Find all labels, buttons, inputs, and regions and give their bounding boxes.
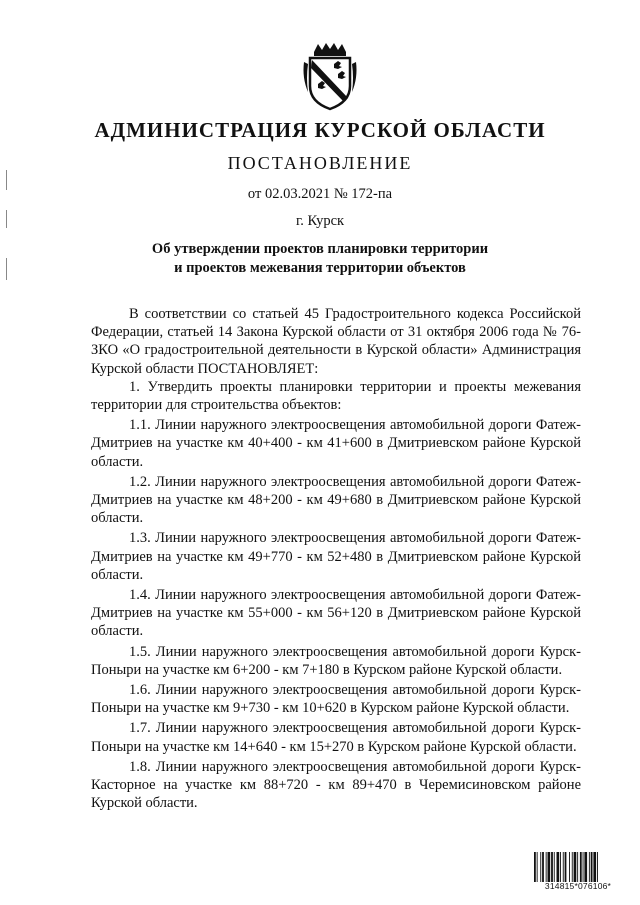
list-item: 1.8. Линии наружного электроосвещения автомобильной дороги Курск-Касторное на участке км 88+720 - км 89+470 в Черемисиновском районе Курской области. <box>91 758 581 812</box>
document-subject <box>0 240 640 278</box>
document-body <box>91 305 581 812</box>
list-item: 1.5. Линии наружного электроосвещения автомобильной дороги Курск-Поныри на участке км 6+200 - км 7+180 в Курском районе Курской области. <box>91 643 581 678</box>
barcode-bar <box>563 852 564 882</box>
barcode-number: 314815*076106* <box>544 881 612 891</box>
barcode-bar <box>534 852 536 882</box>
barcode-bar <box>542 852 544 882</box>
coat-of-arms-icon <box>300 42 360 112</box>
list-item: 1.3. Линии наружного электроосвещения автомобильной дороги Фатеж-Дмитриев на участке км 49+770 - км 52+480 в Дмитриевском районе Курской области. <box>91 530 581 583</box>
point-1: 1. Утвердить проекты планировки территории и проекты межевания территории для строительства объектов: <box>91 378 581 414</box>
list-item: 1.4. Линии наружного электроосвещения автомобильной дороги Фатеж-Дмитриев на участке км 55+000 - км 56+120 в Дмитриевском районе Курской области. <box>91 587 581 640</box>
barcode-bar <box>584 852 587 882</box>
barcode-bar <box>540 852 541 882</box>
barcode-bar <box>574 852 577 882</box>
barcode <box>533 852 623 892</box>
date-number: от 02.03.2021 № 172-па <box>247 186 393 202</box>
list-item: 1.2. Линии наружного электроосвещения автомобильной дороги Фатеж-Дмитриев на участке км 48+200 - км 49+680 в Дмитриевском районе Курской области. <box>91 473 581 527</box>
barcode-bar <box>554 852 555 882</box>
barcode-bar <box>577 852 578 882</box>
barcode-bar <box>580 852 582 882</box>
barcode-bar <box>537 852 538 882</box>
intro-paragraph: В соответствии со статьей 45 Градостроительного кодекса Российской Федерации, статьей 14 Закона Курской области от 31 октября 2006 года № 76-ЗКО «О градостроительной деятельности в Курской области» Администрация Курской области ПОСТАНОВЛЯЕТ: <box>91 306 581 377</box>
organization-title: АДМИНИСТРАЦИЯ КУРСКОЙ ОБЛАСТИ <box>94 118 546 142</box>
list-item: 1.7. Линии наружного электроосвещения автомобильной дороги Курск-Поныри на участке км 14+640 - км 15+270 в Курском районе Курской области. <box>91 720 581 755</box>
subject-line-1: Об утверждении проектов планировки территории <box>151 241 489 257</box>
document-type: ПОСТАНОВЛЕНИЕ <box>227 153 413 173</box>
barcode-bar <box>548 852 551 882</box>
subject-line-2: и проектов межевания территории объектов <box>174 260 466 276</box>
list-item: 1.6. Линии наружного электроосвещения автомобильной дороги Курск-Поныри на участке км 9+730 - км 10+620 в Курском районе Курской области. <box>91 682 581 717</box>
barcode-bar <box>591 852 593 882</box>
barcode-bar <box>597 852 598 882</box>
barcode-bar <box>557 852 560 882</box>
barcode-bar <box>572 852 573 882</box>
barcode-bar <box>551 852 553 882</box>
barcode-bar <box>560 852 561 882</box>
barcode-bar <box>569 852 570 882</box>
barcode-bars <box>533 852 623 882</box>
barcode-bar <box>589 852 590 882</box>
list-item: 1.1. Линии наружного электроосвещения автомобильной дороги Фатеж-Дмитриев на участке км 40+400 - км 41+600 в Дмитриевском районе Курской области. <box>91 417 581 470</box>
barcode-bar <box>593 852 596 882</box>
barcode-bar <box>583 852 584 882</box>
barcode-bar <box>565 852 567 882</box>
city: г. Курск <box>295 213 345 229</box>
barcode-bar <box>546 852 547 882</box>
